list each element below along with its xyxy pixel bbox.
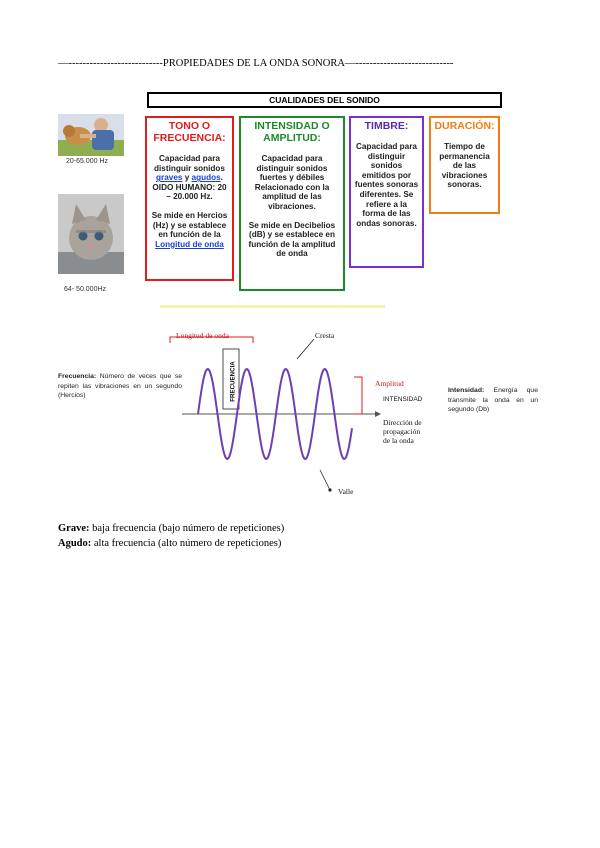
cresta-pointer bbox=[297, 339, 314, 359]
agudo-text: alta frecuencia (alto número de repeticiones) bbox=[91, 538, 282, 549]
cat-caption: 64- 50.000Hz bbox=[64, 286, 107, 293]
agudos-link[interactable]: agudos bbox=[191, 173, 221, 183]
duracion-heading: DURACIÓN: bbox=[434, 120, 495, 132]
cat-photo bbox=[58, 194, 124, 274]
tono-text-y: y bbox=[182, 173, 192, 183]
graves-link[interactable]: graves bbox=[156, 173, 183, 183]
direccion-line-2: propagación bbox=[383, 427, 421, 436]
valle-pointer bbox=[320, 470, 330, 490]
timbre-description: Capacidad para distinguir sonidos emitidos por fuentes sonoras diferentes. Se refiere a la forma de las ondas sonoras. bbox=[354, 142, 419, 228]
axis-arrow-icon bbox=[375, 411, 381, 417]
direccion-line-1: Dirección de bbox=[383, 418, 422, 427]
intensidad-label: INTENSIDAD bbox=[383, 396, 423, 403]
direccion-label bbox=[383, 418, 422, 445]
page-title: —---------------------------PROPIEDADES DE LA ONDA SONORA—---------------------------- bbox=[58, 58, 454, 69]
amplitud-bracket bbox=[354, 377, 362, 414]
grave-term: Grave: bbox=[58, 523, 90, 534]
tono-card bbox=[145, 116, 234, 281]
qualities-header: CUALIDADES DEL SONIDO bbox=[147, 92, 502, 108]
dog-and-person-image bbox=[58, 114, 124, 156]
frecuencia-def-text: Número de veces que se repiten las vibraciones en un segundo (Hercios) bbox=[58, 373, 182, 399]
frecuencia-term: Frecuencia: bbox=[58, 373, 97, 380]
intensidad-term: Intensidad: bbox=[448, 387, 485, 394]
intensidad-description: Capacidad para distinguir sonidos fuertes y débiles Relacionado con la amplitud de las vibraciones. bbox=[254, 154, 330, 211]
duracion-card bbox=[429, 116, 500, 214]
frecuencia-label: FRECUENCIA bbox=[229, 361, 237, 402]
duracion-description: Tiempo de permanencia de las vibraciones sonoras. bbox=[439, 142, 490, 190]
intensidad-measure: Se mide en Decibelios (dB) y se establece en función de la amplitud de onda bbox=[248, 220, 336, 259]
kitten-image bbox=[58, 194, 124, 274]
frecuencia-definition bbox=[58, 372, 182, 401]
grave-note bbox=[58, 523, 284, 534]
agudo-note bbox=[58, 538, 281, 549]
tono-heading: TONO O FRECUENCIA: bbox=[153, 120, 226, 144]
grave-text: baja frecuencia (bajo número de repeticiones) bbox=[89, 523, 285, 534]
agudo-term: Agudo: bbox=[58, 538, 92, 549]
amplitud-label: Amplitud bbox=[375, 379, 404, 388]
tono-measure-text: Se mide en Hercios (Hz) y se establece en función de la bbox=[151, 210, 228, 240]
tono-measure bbox=[150, 211, 229, 249]
timbre-heading: TIMBRE: bbox=[364, 120, 409, 132]
intensidad-definition bbox=[448, 386, 538, 415]
tono-text-a: Capacidad para distinguir sonidos bbox=[154, 154, 225, 173]
valle-dot bbox=[328, 488, 331, 491]
timbre-card bbox=[349, 116, 424, 268]
intensidad-card bbox=[239, 116, 345, 291]
cresta-label: Cresta bbox=[315, 331, 335, 340]
longitud-de-onda-label: Longitud de onda bbox=[176, 331, 229, 340]
dog-photo bbox=[58, 114, 124, 156]
tono-description bbox=[150, 154, 229, 202]
intensidad-heading: INTENSIDAD O AMPLITUD: bbox=[254, 120, 330, 144]
direccion-line-3: de la onda bbox=[383, 436, 414, 445]
valle-label: Valle bbox=[338, 487, 354, 496]
longitud-de-onda-link[interactable]: Longitud de onda bbox=[155, 239, 224, 249]
dog-caption: 20-65.000 Hz bbox=[66, 158, 109, 165]
intensidad-def-text: Energía que transmite la onda en un segundo (Db) bbox=[448, 387, 538, 413]
tono-text-b: . OIDO HUMANO: 20 – 20.000 Hz. bbox=[152, 173, 227, 202]
yellow-divider bbox=[160, 305, 385, 308]
